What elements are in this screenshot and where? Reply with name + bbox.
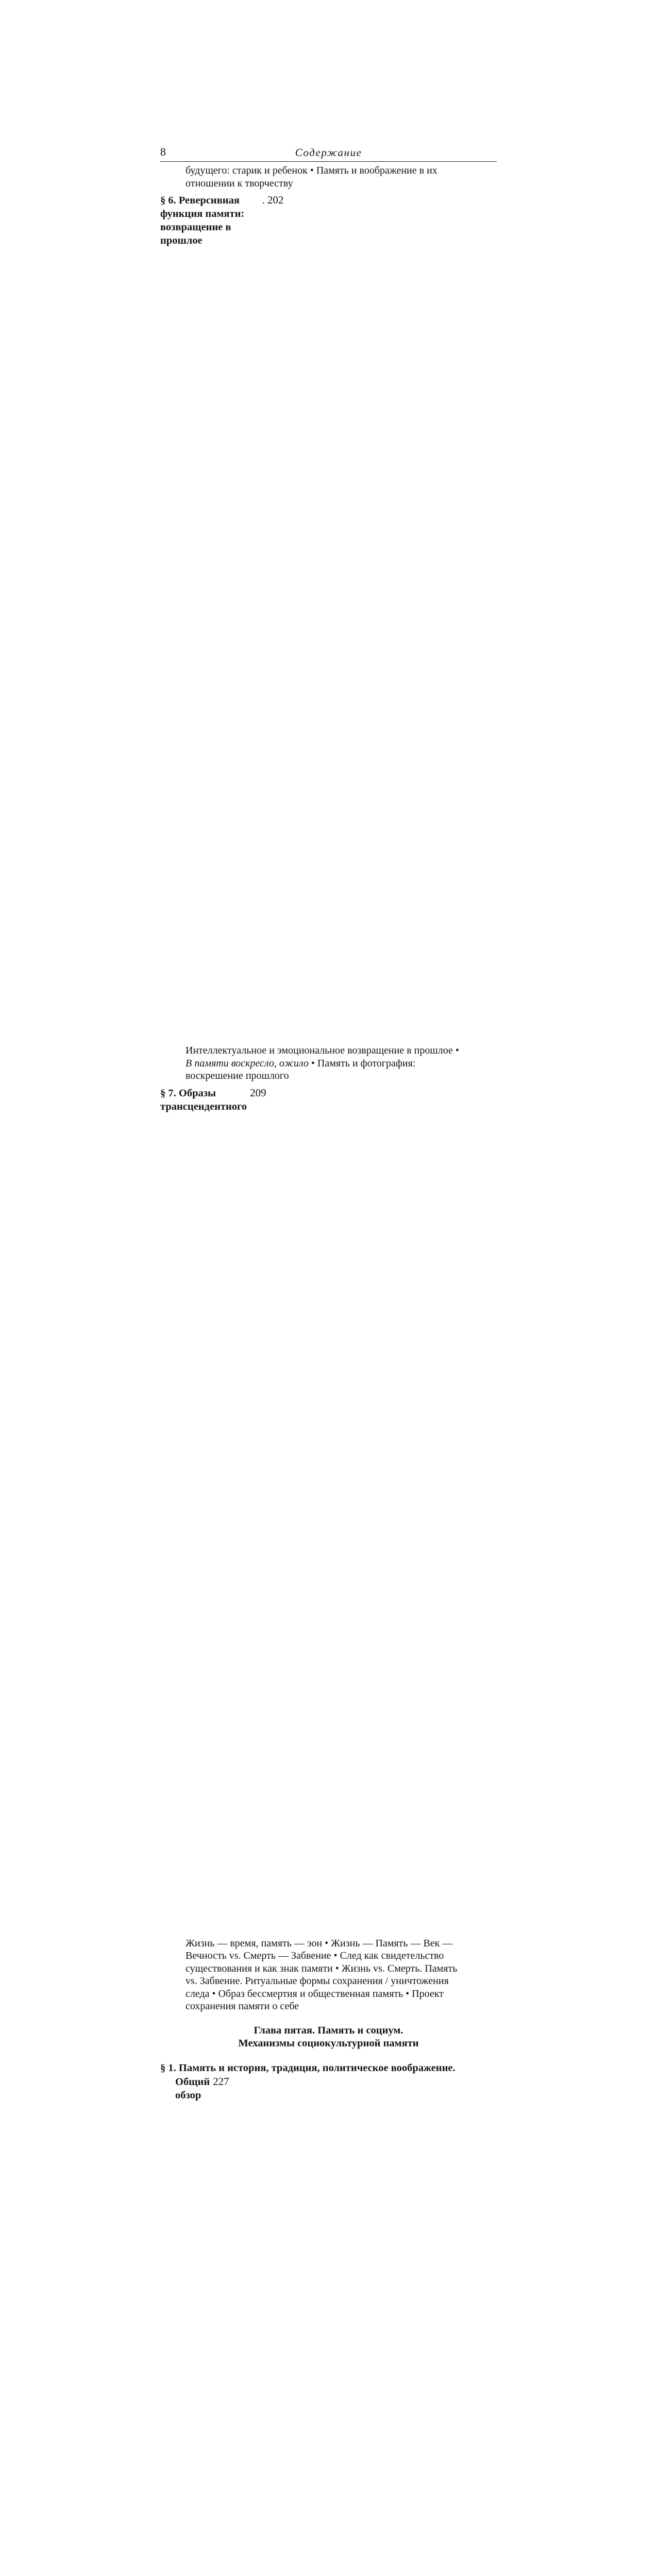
entry-description (186, 1044, 497, 1082)
page-ref: 202 (267, 193, 497, 1044)
desc-line: будущего: старик и ребенок • Память и воображение в их (186, 164, 497, 177)
entry-title: Общий обзор (175, 2075, 210, 2102)
desc-line: Интеллектуальное и эмоциональное возвращение в прошлое • (186, 1044, 497, 1057)
book-page (0, 0, 657, 851)
desc-line: воскрешение прошлого (186, 1070, 497, 1082)
entry-heading (160, 2061, 497, 2576)
desc-line: сохранения памяти о себе (186, 2000, 497, 2013)
chapter-subtitle: Механизмы социокультурной памяти (160, 2037, 497, 2050)
desc-italic: В памяти воскресло, ожило (186, 1058, 309, 1069)
running-head (160, 144, 497, 162)
entry-title: § 7. Образы трансцендентного (160, 1087, 247, 1113)
page-number: 8 (160, 145, 166, 159)
toc-entry-s6 (160, 193, 497, 1082)
chapter-title: Глава пятая. Память и социум. (160, 2024, 497, 2037)
page-ref: 227 (213, 2075, 497, 2576)
entry-heading (160, 1086, 497, 1937)
running-title: Содержание (160, 146, 497, 159)
toc-entry-c5-s1 (160, 2061, 497, 2576)
desc-line: vs. Забвение. Ритуальные формы сохранения / уничтожения (186, 1975, 497, 1988)
intro-description (186, 164, 497, 190)
entry-title: § 6. Реверсивная функция памяти: возвращение в прошлое (160, 194, 260, 247)
toc-entry-s7 (160, 1086, 497, 2013)
entry-description (186, 1937, 497, 2013)
desc-line: следа • Образ бессмертия и общественная память • Проект (186, 1988, 497, 2001)
entry-title-line: § 1. Память и история, традиция, политическое воображение. (160, 2061, 497, 2075)
toc-column (160, 144, 497, 2576)
desc-line: существования и как знак памяти • Жизнь vs. Смерть. Память (186, 1962, 497, 1975)
desc-line: отношении к творчеству (186, 177, 497, 190)
desc-line: Жизнь — время, память — эон • Жизнь — Память — Век — (186, 1937, 497, 1950)
entry-heading (160, 193, 497, 1044)
desc-line: Вечность vs. Смерть — Забвение • След как свидетельство (186, 1950, 497, 1962)
page-ref: 209 (250, 1086, 497, 1937)
leader-dots: . (260, 194, 267, 207)
chapter-heading (160, 2024, 497, 2050)
desc-line-mixed: В памяти воскресло, ожило • Память и фотография: (186, 1057, 497, 1070)
